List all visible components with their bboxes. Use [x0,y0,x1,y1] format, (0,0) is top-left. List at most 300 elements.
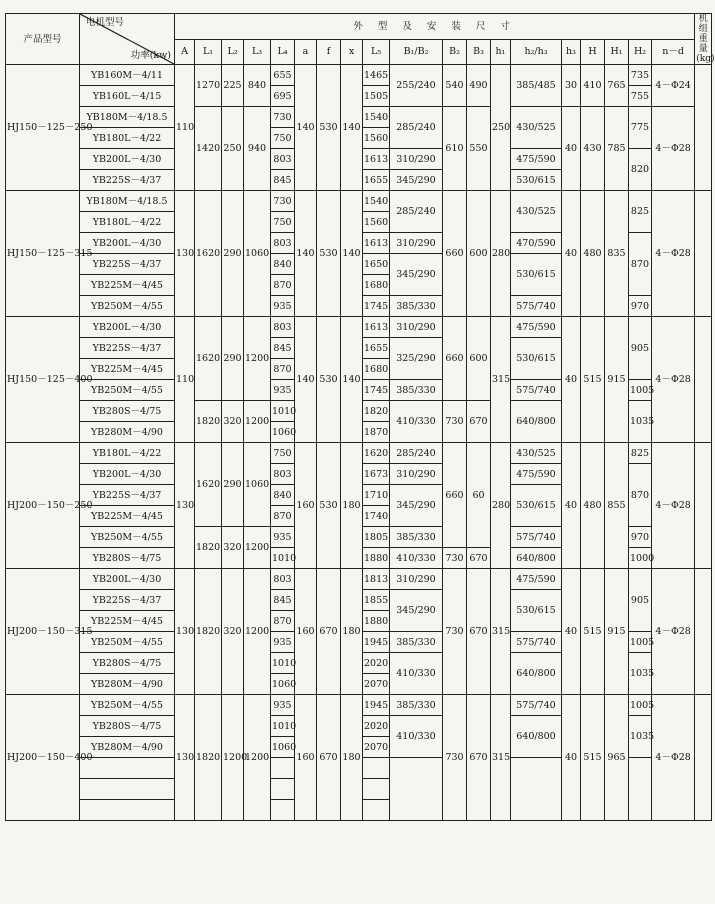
product-model-cell: HJ150－125－400 [6,317,80,443]
empty-cell [695,695,712,821]
value-cell: 385/330 [390,527,443,548]
value-cell: 1540 [363,191,390,212]
value-cell: 250 [491,65,511,191]
value-cell: 160 [295,569,317,695]
col-header: h₁ [491,39,511,65]
value-cell: 730 [443,569,467,695]
value-cell: 1820 [195,527,222,569]
value-cell: 660 [443,317,467,401]
value-cell: 1945 [363,695,390,716]
value-cell: 475/590 [511,464,562,485]
value-cell: 385/330 [390,380,443,401]
value-cell: 530 [317,191,341,317]
value-cell: 290 [222,443,244,527]
value-cell: 1745 [363,380,390,401]
value-cell: 430/525 [511,443,562,464]
value-cell: 1820 [195,569,222,695]
motor-model-cell: YB280S－4/75 [80,401,175,422]
motor-model-cell: YB200L－4/30 [80,464,175,485]
value-cell: 640/800 [511,548,562,569]
motor-model-cell: YB250M－4/55 [80,380,175,401]
dimension-table [5,13,715,821]
product-model-cell: HJ150－125－250 [6,65,80,191]
col-header: L₁ [195,39,222,65]
value-cell: 280 [491,191,511,317]
value-cell: 410 [581,65,605,107]
motor-model-cell: YB250M－4/55 [80,527,175,548]
value-cell: 410/330 [390,548,443,569]
value-cell: 140 [341,191,363,317]
value-cell: 430 [581,107,605,191]
value-cell: 1200 [244,527,271,569]
motor-model-cell: YB180L－4/22 [80,443,175,464]
value-cell: 935 [271,296,295,317]
value-cell: 515 [581,569,605,695]
value-cell: 310/290 [390,464,443,485]
motor-model-cell: YB200L－4/30 [80,233,175,254]
value-cell: 1505 [363,86,390,107]
empty-cell [363,758,390,779]
value-cell: 803 [271,233,295,254]
col-header: H [581,39,605,65]
value-cell: 575/740 [511,632,562,653]
table-row [6,569,712,590]
col-header: B₃ [467,39,491,65]
table-body [6,65,712,821]
value-cell: 1465 [363,65,390,86]
table-row [6,443,712,464]
value-cell: 515 [581,317,605,443]
value-cell: 600 [467,317,491,401]
product-model-cell: HJ200－150－250 [6,443,80,569]
header-weight: 机组重量(kg) [696,14,715,64]
table-row [6,695,712,716]
value-cell: 1740 [363,506,390,527]
col-header: L₄ [271,39,295,65]
value-cell: 385/330 [390,695,443,716]
value-cell: 1745 [363,296,390,317]
value-cell: 640/800 [511,401,562,443]
header-motor-power [80,14,175,65]
value-cell: 1880 [363,611,390,632]
value-cell: 4－Φ28 [652,191,695,317]
value-cell: 310/290 [390,317,443,338]
motor-model-cell: YB280S－4/75 [80,716,175,737]
value-cell: 1060 [244,443,271,527]
value-cell: 660 [443,443,467,548]
empty-cell [363,800,390,821]
value-cell: 1820 [195,695,222,821]
value-cell: 1680 [363,275,390,296]
value-cell: 670 [317,695,341,821]
value-cell: 530/615 [511,485,562,527]
value-cell: 315 [491,569,511,695]
value-cell: 1060 [271,737,295,758]
value-cell: 1035 [629,716,652,758]
value-cell: 750 [271,128,295,149]
value-cell: 1680 [363,359,390,380]
value-cell: 140 [341,317,363,443]
value-cell: 935 [271,695,295,716]
motor-model-cell: YB280M－4/90 [80,674,175,695]
motor-model-cell: YB225M－4/45 [80,611,175,632]
value-cell: 290 [222,317,244,401]
value-cell: 915 [605,569,629,695]
motor-model-cell: YB200L－4/30 [80,149,175,170]
value-cell: 1805 [363,527,390,548]
motor-model-cell: YB280M－4/90 [80,737,175,758]
empty-cell [271,758,295,779]
value-cell: 470/590 [511,233,562,254]
value-cell: 735 [629,65,652,86]
value-cell: 30 [562,65,581,107]
value-cell: 475/590 [511,569,562,590]
value-cell: 315 [491,695,511,821]
value-cell: 670 [467,695,491,821]
value-cell: 825 [629,443,652,464]
value-cell: 1000 [629,548,652,569]
empty-cell [695,65,712,191]
value-cell: 845 [271,170,295,191]
value-cell: 1613 [363,149,390,170]
value-cell: 385/330 [390,632,443,653]
value-cell: 1655 [363,170,390,191]
motor-model-cell: YB225S－4/37 [80,590,175,611]
value-cell: 845 [271,590,295,611]
value-cell: 1945 [363,632,390,653]
value-cell: 130 [175,695,195,821]
value-cell: 803 [271,569,295,590]
value-cell: 320 [222,569,244,695]
value-cell: 1200 [222,695,244,821]
empty-cell [695,443,712,569]
value-cell: 140 [295,191,317,317]
value-cell: 765 [605,65,629,107]
value-cell: 1200 [244,401,271,443]
value-cell: 965 [605,695,629,821]
value-cell: 2070 [363,737,390,758]
motor-model-cell: YB200L－4/30 [80,569,175,590]
value-cell: 1200 [244,569,271,695]
empty-cell [363,779,390,800]
value-cell: 1060 [271,674,295,695]
value-cell: 110 [175,317,195,443]
value-cell: 475/590 [511,149,562,170]
value-cell: 290 [222,191,244,317]
col-header: h₂/h₃ [511,39,562,65]
value-cell: 655 [271,65,295,86]
value-cell: 180 [341,443,363,569]
empty-cell [695,569,712,695]
value-cell: 730 [271,191,295,212]
value-cell: 285/240 [390,191,443,233]
header-product-model: 产品型号 [6,14,80,65]
value-cell: 4－Φ28 [652,443,695,569]
value-cell: 803 [271,464,295,485]
motor-model-cell: YB280S－4/75 [80,653,175,674]
empty-cell [80,800,175,821]
value-cell: 1200 [244,317,271,401]
empty-cell [390,758,443,821]
value-cell: 870 [629,464,652,527]
empty-cell [271,779,295,800]
value-cell: 530 [317,65,341,191]
motor-model-cell: YB250M－4/55 [80,695,175,716]
value-cell: 1855 [363,590,390,611]
value-cell: 870 [271,359,295,380]
col-header: H₁ [605,39,629,65]
value-cell: 1270 [195,65,222,107]
value-cell: 540 [443,65,467,107]
value-cell: 840 [271,485,295,506]
value-cell: 310/290 [390,569,443,590]
value-cell: 803 [271,317,295,338]
motor-model-cell: YB180M－4/18.5 [80,191,175,212]
value-cell: 40 [562,317,581,443]
value-cell: 670 [467,548,491,569]
value-cell: 840 [244,65,271,107]
value-cell: 180 [341,569,363,695]
value-cell: 480 [581,191,605,317]
value-cell: 280 [491,443,511,569]
table-row [6,65,712,86]
value-cell: 130 [175,191,195,317]
value-cell: 1540 [363,107,390,128]
product-model-cell: HJ200－150－315 [6,569,80,695]
value-cell: 480 [581,443,605,569]
value-cell: 385/485 [511,65,562,107]
value-cell: 320 [222,401,244,443]
value-cell: 285/240 [390,443,443,464]
value-cell: 1673 [363,464,390,485]
value-cell: 40 [562,107,581,191]
value-cell: 530/615 [511,170,562,191]
value-cell: 1620 [195,191,222,317]
header-motor-model: 电机型号 [86,17,125,28]
value-cell: 430/525 [511,191,562,233]
col-header: B₁/B₂ [390,39,443,65]
table-row [6,191,712,212]
motor-model-cell: YB280S－4/75 [80,548,175,569]
value-cell: 730 [443,401,467,443]
value-cell: 225 [222,65,244,107]
value-cell: 140 [341,65,363,191]
value-cell: 1880 [363,548,390,569]
value-cell: 575/740 [511,527,562,548]
value-cell: 1035 [629,653,652,695]
motor-model-cell: YB160L－4/15 [80,86,175,107]
value-cell: 660 [443,191,467,317]
value-cell: 670 [467,401,491,443]
empty-cell [695,191,712,317]
value-cell: 410/330 [390,716,443,758]
value-cell: 2020 [363,653,390,674]
value-cell: 855 [605,443,629,569]
value-cell: 4－Φ28 [652,695,695,821]
motor-model-cell: YB225S－4/37 [80,170,175,191]
value-cell: 935 [271,632,295,653]
value-cell: 730 [443,548,467,569]
value-cell: 160 [295,695,317,821]
value-cell: 1060 [271,422,295,443]
motor-model-cell: YB225M－4/45 [80,275,175,296]
value-cell: 970 [629,527,652,548]
motor-model-cell: YB200L－4/30 [80,317,175,338]
value-cell: 670 [317,569,341,695]
empty-cell [80,779,175,800]
value-cell: 970 [629,296,652,317]
value-cell: 750 [271,443,295,464]
value-cell: 1420 [195,107,222,191]
product-model-cell: HJ200－150－400 [6,695,80,821]
value-cell: 835 [605,191,629,317]
value-cell: 750 [271,212,295,233]
value-cell: 1560 [363,212,390,233]
value-cell: 4－Φ28 [652,107,695,191]
value-cell: 530 [317,443,341,569]
value-cell: 1613 [363,233,390,254]
value-cell: 803 [271,149,295,170]
value-cell: 345/290 [390,170,443,191]
header-group-title: 外 型 及 安 装 尺 寸 [175,14,695,40]
value-cell: 180 [341,695,363,821]
value-cell: 530 [317,317,341,443]
empty-cell [695,317,712,443]
header-power: 功率(kw) [130,50,171,61]
value-cell: 530/615 [511,254,562,296]
value-cell: 310/290 [390,149,443,170]
value-cell: 385/330 [390,296,443,317]
empty-cell [80,758,175,779]
value-cell: 840 [271,254,295,275]
value-cell: 255/240 [390,65,443,107]
value-cell: 1655 [363,338,390,359]
value-cell: 490 [467,65,491,107]
motor-model-cell: YB280M－4/90 [80,422,175,443]
value-cell: 1813 [363,569,390,590]
value-cell: 825 [629,191,652,233]
motor-model-cell: YB180M－4/18.5 [80,107,175,128]
motor-model-cell: YB225S－4/37 [80,485,175,506]
value-cell: 285/240 [390,107,443,149]
value-cell: 935 [271,380,295,401]
value-cell: 130 [175,569,195,695]
value-cell: 40 [562,569,581,695]
value-cell: 325/290 [390,338,443,380]
value-cell: 785 [605,107,629,191]
value-cell: 345/290 [390,254,443,296]
col-header: H₂ [629,39,652,65]
value-cell: 1620 [363,443,390,464]
value-cell: 475/590 [511,317,562,338]
value-cell: 870 [629,233,652,296]
col-header: n－d [652,39,695,65]
motor-model-cell: YB225M－4/45 [80,359,175,380]
value-cell: 905 [629,569,652,632]
value-cell: 130 [175,443,195,569]
motor-model-cell: YB180L－4/22 [80,128,175,149]
value-cell: 410/330 [390,401,443,443]
value-cell: 40 [562,191,581,317]
value-cell: 410/330 [390,653,443,695]
value-cell: 670 [467,569,491,695]
value-cell: 730 [271,107,295,128]
value-cell: 820 [629,149,652,191]
value-cell: 4－Φ28 [652,569,695,695]
value-cell: 40 [562,695,581,821]
product-model-cell: HJ150－125－315 [6,191,80,317]
value-cell: 575/740 [511,695,562,716]
value-cell: 250 [222,107,244,191]
value-cell: 1820 [363,401,390,422]
value-cell: 1060 [244,191,271,317]
motor-model-cell: YB160M－4/11 [80,65,175,86]
value-cell: 60 [467,443,491,548]
value-cell: 870 [271,506,295,527]
value-cell: 320 [222,527,244,569]
value-cell: 695 [271,86,295,107]
value-cell: 315 [491,317,511,443]
value-cell: 310/290 [390,233,443,254]
col-header: h₃ [562,39,581,65]
value-cell: 730 [443,695,467,821]
value-cell: 530/615 [511,338,562,380]
col-header: L₅ [363,39,390,65]
value-cell: 1010 [271,548,295,569]
value-cell: 575/740 [511,296,562,317]
value-cell: 1620 [195,443,222,527]
value-cell: 140 [295,317,317,443]
value-cell: 1710 [363,485,390,506]
col-header: a [295,39,317,65]
value-cell: 1035 [629,401,652,443]
value-cell: 430/525 [511,107,562,149]
value-cell: 1560 [363,128,390,149]
motor-model-cell: YB250M－4/55 [80,632,175,653]
value-cell: 870 [271,611,295,632]
value-cell: 1200 [244,695,271,821]
value-cell: 1613 [363,317,390,338]
value-cell: 940 [244,107,271,191]
value-cell: 1005 [629,632,652,653]
value-cell: 1005 [629,695,652,716]
empty-cell [629,758,652,821]
value-cell: 1010 [271,401,295,422]
motor-model-cell: YB225S－4/37 [80,254,175,275]
value-cell: 610 [443,107,467,191]
value-cell: 345/290 [390,590,443,632]
value-cell: 345/290 [390,485,443,527]
empty-cell [511,758,562,821]
col-header: L₃ [244,39,271,65]
value-cell: 2070 [363,674,390,695]
value-cell: 575/740 [511,380,562,401]
motor-model-cell: YB225S－4/37 [80,338,175,359]
value-cell: 640/800 [511,653,562,695]
value-cell: 140 [295,65,317,191]
col-header: x [341,39,363,65]
value-cell: 1620 [195,317,222,401]
value-cell: 1010 [271,716,295,737]
value-cell: 4－Φ24 [652,65,695,107]
value-cell: 160 [295,443,317,569]
value-cell: 870 [271,275,295,296]
value-cell: 40 [562,443,581,569]
value-cell: 530/615 [511,590,562,632]
value-cell: 1650 [363,254,390,275]
value-cell: 1005 [629,380,652,401]
value-cell: 845 [271,338,295,359]
